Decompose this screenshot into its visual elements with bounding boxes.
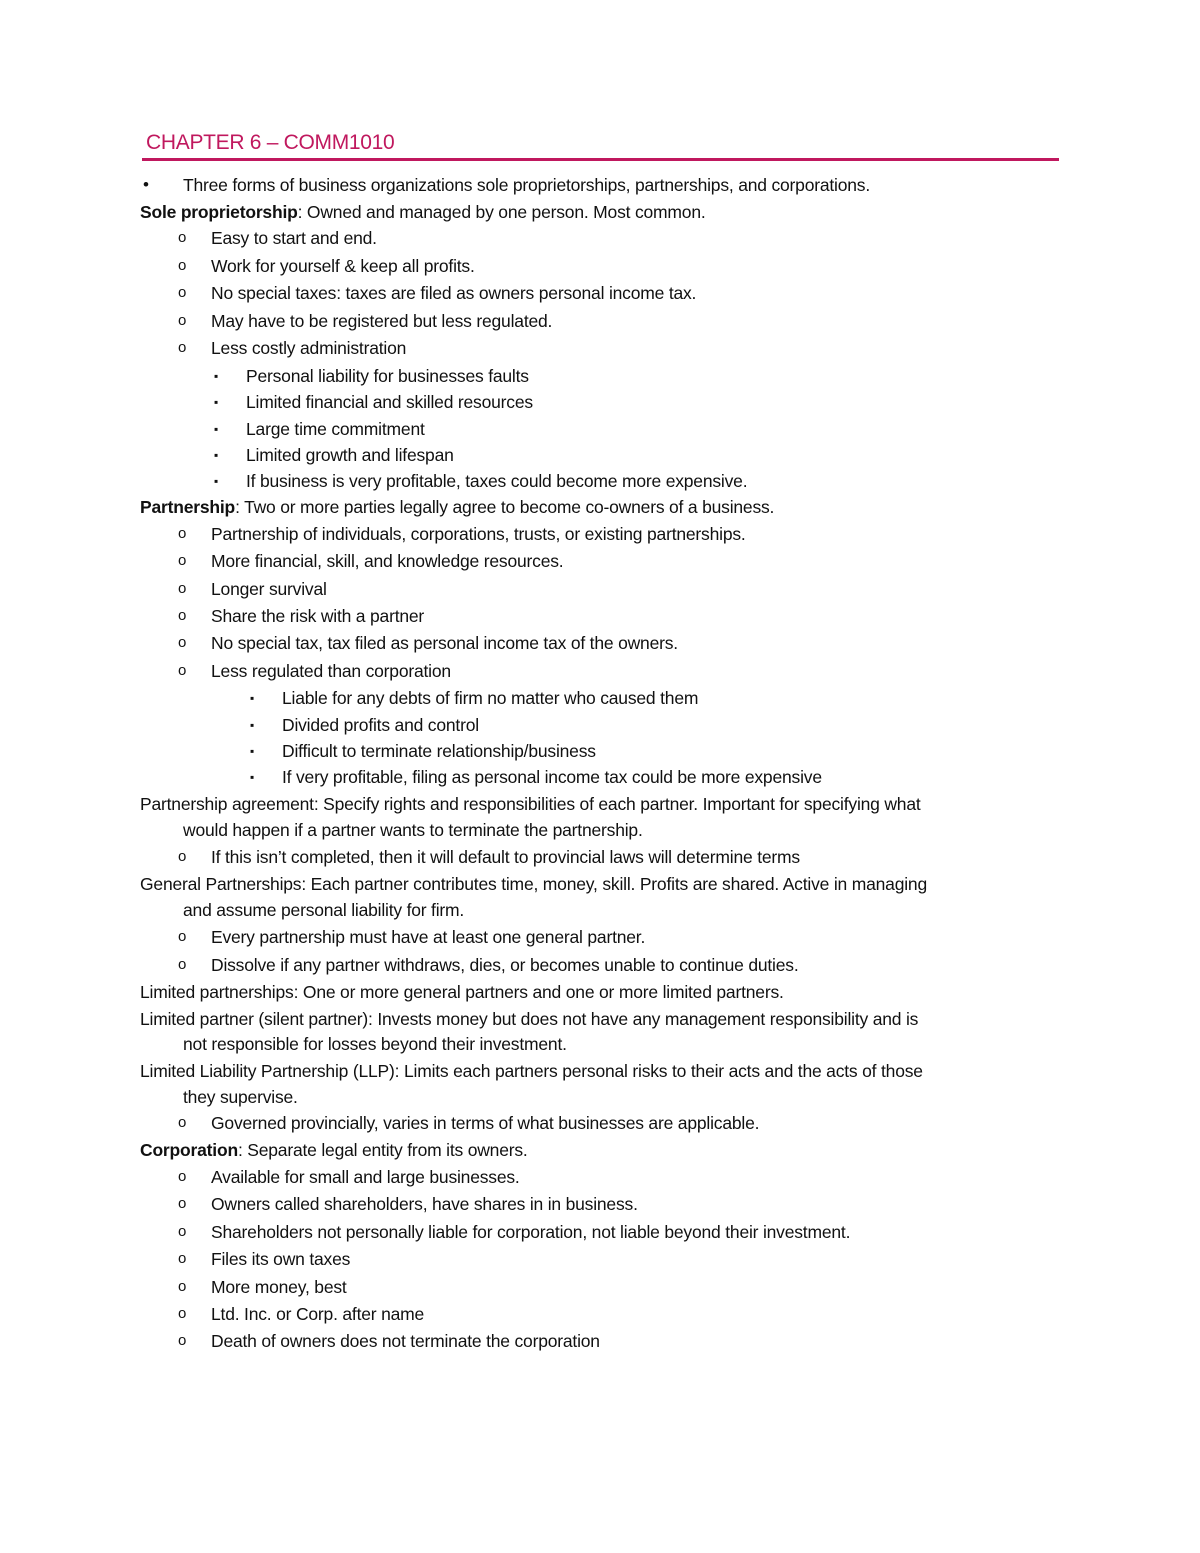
list-item xyxy=(211,282,696,304)
list-item xyxy=(183,1086,298,1108)
line-text: Limited partnerships: One or more general partners and one or more limited partners. xyxy=(140,982,784,1002)
list-item xyxy=(140,793,921,815)
line-text: Partnership agreement: Specify rights and responsibilities of each partner. Important for specifying what xyxy=(140,794,921,814)
list-item xyxy=(183,899,464,921)
circle-list-marker: o xyxy=(178,1278,187,1295)
circle-list-marker: o xyxy=(178,257,187,274)
line-text: Divided profits and control xyxy=(282,715,479,735)
line-text: May have to be registered but less regulated. xyxy=(211,311,553,331)
line-text: Limited Liability Partnership (LLP): Limits each partners personal risks to their acts and the acts of those xyxy=(140,1061,923,1081)
line-text: Owners called shareholders, have shares in in business. xyxy=(211,1194,638,1214)
circle-list-marker: o xyxy=(178,1223,187,1240)
list-item xyxy=(211,605,424,627)
line-text: Liable for any debts of firm no matter who caused them xyxy=(282,688,699,708)
section-label: Sole proprietorship xyxy=(140,202,298,222)
line-text: Less regulated than corporation xyxy=(211,661,451,681)
list-item xyxy=(211,1276,347,1298)
list-item xyxy=(211,578,327,600)
list-item xyxy=(211,227,377,249)
line-text: Every partnership must have at least one general partner. xyxy=(211,927,646,947)
page-title: CHAPTER 6 – COMM1010 xyxy=(146,131,395,154)
line-text: Partnership of individuals, corporations, trusts, or existing partnerships. xyxy=(211,524,746,544)
square-list-marker: ▪ xyxy=(214,395,219,409)
square-list-marker: ▪ xyxy=(214,448,219,462)
line-text: Work for yourself & keep all profits. xyxy=(211,256,475,276)
line-text: Available for small and large businesses. xyxy=(211,1167,520,1187)
square-list-marker: ▪ xyxy=(214,369,219,383)
list-item xyxy=(140,1060,923,1082)
circle-list-marker: o xyxy=(178,607,187,624)
list-item xyxy=(211,1166,520,1188)
circle-list-marker: o xyxy=(178,662,187,679)
line-text: Longer survival xyxy=(211,579,327,599)
circle-list-marker: o xyxy=(178,552,187,569)
list-item xyxy=(211,1303,424,1325)
list-item xyxy=(183,174,870,196)
section-heading-line xyxy=(140,201,706,223)
section-label: Partnership xyxy=(140,497,236,517)
line-text: If business is very profitable, taxes could become more expensive. xyxy=(246,471,748,491)
circle-list-marker: o xyxy=(178,525,187,542)
list-item xyxy=(140,873,927,895)
line-text: Personal liability for businesses faults xyxy=(246,366,529,386)
list-item xyxy=(211,660,451,682)
line-text: More financial, skill, and knowledge resources. xyxy=(211,551,564,571)
list-item xyxy=(282,766,822,788)
section-label: Corporation xyxy=(140,1140,238,1160)
circle-list-marker: o xyxy=(178,339,187,356)
list-item xyxy=(246,391,533,413)
line-text: would happen if a partner wants to terminate the partnership. xyxy=(183,820,643,840)
circle-list-marker: o xyxy=(178,229,187,246)
list-item xyxy=(211,337,406,359)
list-item xyxy=(211,846,800,868)
line-text: More money, best xyxy=(211,1277,347,1297)
section-heading-line xyxy=(140,496,774,518)
circle-list-marker: o xyxy=(178,848,187,865)
circle-list-marker: o xyxy=(178,1195,187,1212)
line-text: Three forms of business organizations sole proprietorships, partnerships, and corporations. xyxy=(183,175,871,195)
line-text: If this isn’t completed, then it will default to provincial laws will determine terms xyxy=(211,847,800,867)
line-text: Limited financial and skilled resources xyxy=(246,392,533,412)
bullet-list-marker: • xyxy=(143,175,149,194)
line-text: No special tax, tax filed as personal income tax of the owners. xyxy=(211,633,678,653)
circle-list-marker: o xyxy=(178,634,187,651)
line-text: Ltd. Inc. or Corp. after name xyxy=(211,1304,425,1324)
list-item xyxy=(211,632,678,654)
line-text: and assume personal liability for firm. xyxy=(183,900,465,920)
line-text: Difficult to terminate relationship/business xyxy=(282,741,596,761)
line-text: No special taxes: taxes are filed as owners personal income tax. xyxy=(211,283,697,303)
square-list-marker: ▪ xyxy=(250,770,255,784)
title-underline xyxy=(142,158,1059,161)
line-text: If very profitable, filing as personal income tax could be more expensive xyxy=(282,767,822,787)
list-item xyxy=(211,1221,850,1243)
line-text: Limited growth and lifespan xyxy=(246,445,454,465)
line-text: Share the risk with a partner xyxy=(211,606,425,626)
line-text: Death of owners does not terminate the corporation xyxy=(211,1331,600,1351)
line-text: : Owned and managed by one person. Most common. xyxy=(297,202,706,222)
list-item xyxy=(282,687,698,709)
list-item xyxy=(282,740,596,762)
list-item xyxy=(211,1330,600,1352)
line-text: : Separate legal entity from its owners. xyxy=(237,1140,528,1160)
list-item xyxy=(246,444,454,466)
line-text: Files its own taxes xyxy=(211,1249,351,1269)
line-text: Dissolve if any partner withdraws, dies, or becomes unable to continue duties. xyxy=(211,955,799,975)
circle-list-marker: o xyxy=(178,1114,187,1131)
list-item xyxy=(282,714,479,736)
list-item xyxy=(246,365,529,387)
line-text: : Two or more parties legally agree to become co-owners of a business. xyxy=(235,497,775,517)
list-item xyxy=(140,981,784,1003)
list-item xyxy=(211,926,645,948)
line-text: Easy to start and end. xyxy=(211,228,377,248)
list-item xyxy=(211,954,799,976)
list-item xyxy=(211,550,563,572)
list-item xyxy=(183,1033,567,1055)
line-text: General Partnerships: Each partner contributes time, money, skill. Profits are shared. Active in managing xyxy=(140,874,927,894)
list-item xyxy=(211,1248,350,1270)
section-heading-line xyxy=(140,1139,528,1161)
square-list-marker: ▪ xyxy=(214,422,219,436)
list-item xyxy=(211,1193,638,1215)
list-item xyxy=(183,819,643,841)
square-list-marker: ▪ xyxy=(250,691,255,705)
circle-list-marker: o xyxy=(178,580,187,597)
list-item xyxy=(211,1112,759,1134)
line-text: Large time commitment xyxy=(246,419,425,439)
line-text: Governed provincially, varies in terms of what businesses are applicable. xyxy=(211,1113,760,1133)
circle-list-marker: o xyxy=(178,1305,187,1322)
list-item xyxy=(246,418,425,440)
list-item xyxy=(246,470,747,492)
circle-list-marker: o xyxy=(178,284,187,301)
circle-list-marker: o xyxy=(178,1250,187,1267)
line-text: Shareholders not personally liable for corporation, not liable beyond their investment. xyxy=(211,1222,851,1242)
list-item xyxy=(211,255,475,277)
circle-list-marker: o xyxy=(178,312,187,329)
line-text: not responsible for losses beyond their investment. xyxy=(183,1034,567,1054)
list-item xyxy=(211,523,746,545)
square-list-marker: ▪ xyxy=(250,718,255,732)
circle-list-marker: o xyxy=(178,956,187,973)
circle-list-marker: o xyxy=(178,1168,187,1185)
square-list-marker: ▪ xyxy=(250,744,255,758)
circle-list-marker: o xyxy=(178,928,187,945)
list-item xyxy=(211,310,552,332)
square-list-marker: ▪ xyxy=(214,474,219,488)
list-item xyxy=(140,1008,918,1030)
line-text: Limited partner (silent partner): Invests money but does not have any management responsibility and is xyxy=(140,1009,919,1029)
line-text: they supervise. xyxy=(183,1087,298,1107)
line-text: Less costly administration xyxy=(211,338,407,358)
circle-list-marker: o xyxy=(178,1332,187,1349)
